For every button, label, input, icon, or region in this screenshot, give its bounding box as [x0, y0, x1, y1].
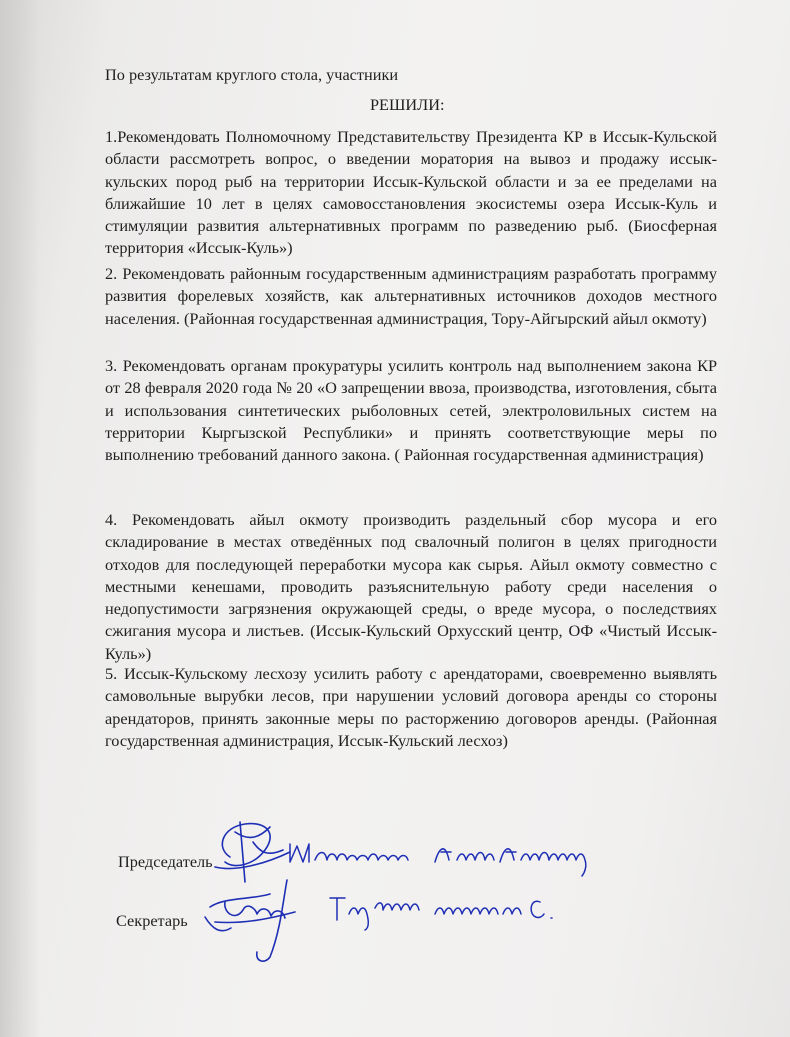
secretary-label: Секретарь — [116, 911, 188, 930]
resolution-item-1: 1.Рекомендовать Полномочному Представительству Президента КР в Иссык-Кульской области рассмотреть вопрос, о введении моратория на вывоз и продажу иссык-кульских пород рыб на территории Иссык-Кульской области и за ее пределами на ближайшие 10 лет в целях самовосстановления экосистемы озера Иссык-Куль и стимуляции развития альтернативных программ по разведению рыб. (Биосферная территория «Иссык-Куль») — [105, 127, 717, 258]
intro-text: По результатам круглого стола, участники — [105, 65, 399, 84]
resolution-item-3: 3. Рекомендовать органам прокуратуры усилить контроль над выполнением закона КР от 28 февраля 2020 года № 20 «О запрещении ввоза, производства, изготовления, сбыта и использования синтетических рыболовных сетей, электроловильных систем на территории Кыргызской Республики» и принять соответствующие меры по выполнению требований данного закона. ( Районная государственная администрация) — [105, 356, 717, 465]
chair-label: Председатель — [118, 852, 213, 871]
secretary-handwritten-name — [325, 888, 565, 933]
resolution-item-5: 5. Иссык-Кульскому лесхозу усилить работу с арендаторами, своевременно выявлять самовольные вырубки лесов, при нарушении условий договора аренды со стороны арендаторов, принять законные меры по расторжению договоров аренды. (Районная государственная администрация, Иссык-Кульский лесхоз) — [105, 664, 717, 750]
chair-handwritten-name — [285, 832, 625, 882]
resolution-item-4: 4. Рекомендовать айыл окмоту производить раздельный сбор мусора и его складирование в местах отведённых под свалочный полигон в целях пригодности отходов для последующей переработки мусора как сырья. Айыл окмоту совместно с местными кенешами, проводить разъяснительную работу среди населения о недопустимости загрязнения окружающей среды, о вреде мусора, о последствиях сжигания мусора и листьев. (Иссык-Кульский Орхусский центр, ОФ «Чистый Иссык-Куль») — [105, 510, 717, 663]
decided-heading: РЕШИЛИ: — [370, 95, 445, 114]
resolution-item-2: 2. Рекомендовать районным государственным администрациям разработать программу развития форелевых хозяйств, как альтернативных источников доходов местного населения. (Районная государственная администрация, Тору-Айгырский айыл окмоту) — [105, 264, 717, 328]
secretary-signature — [195, 872, 315, 967]
page-fold-shadow — [0, 0, 40, 1037]
